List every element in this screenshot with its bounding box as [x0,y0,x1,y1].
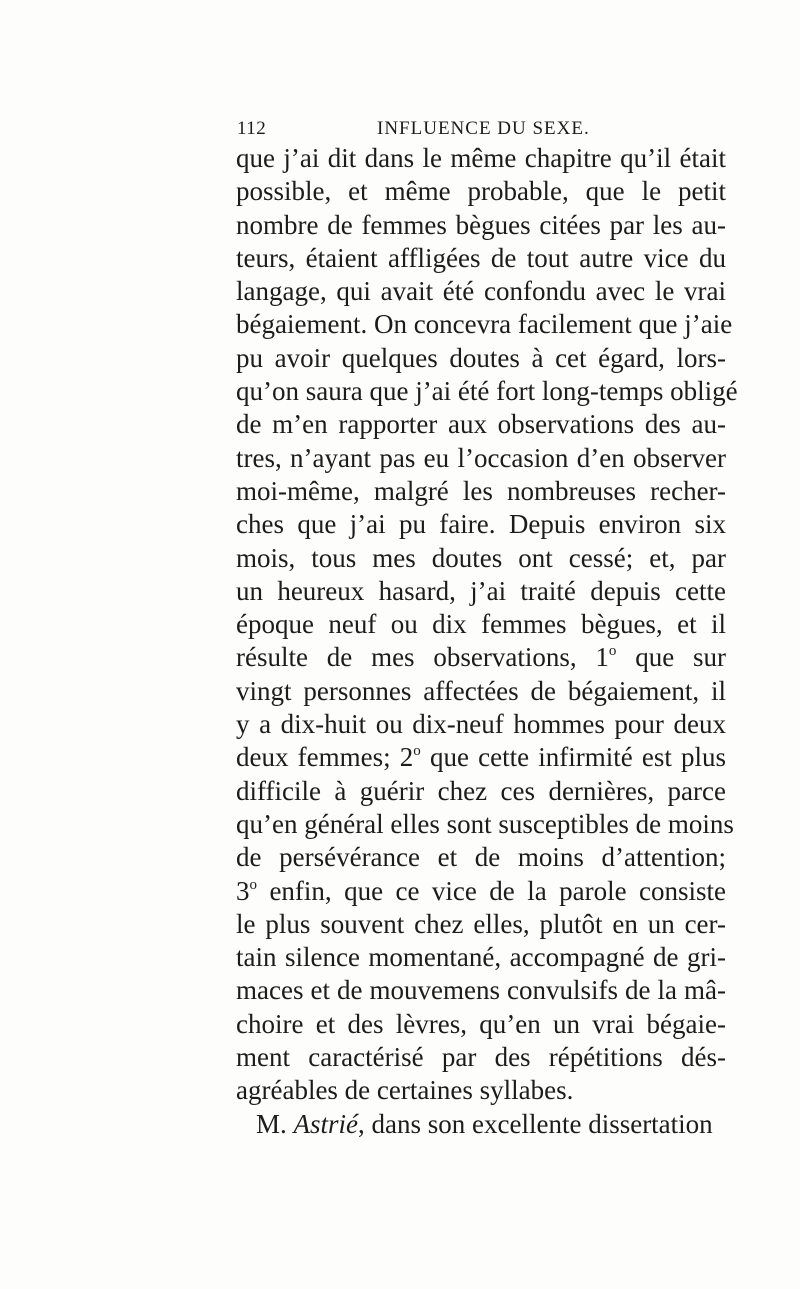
text-line: nombre de femmes bègues citées par les au- [236,209,726,240]
text-line: bégaiement. On concevra facilement que j’aie [236,309,733,340]
degree-mark: o [608,643,617,660]
text-line: mois, tous mes doutes ont cessé; et, par [236,542,726,573]
line-text: enfin, que ce vice de la parole consiste [269,875,727,906]
text-line: de persévérance et de moins d’attention; [236,842,726,873]
text-line: qu’en général elles sont susceptibles de moins [236,808,734,839]
line-text: deux femmes; [236,742,391,773]
text-line: ches que j’ai pu faire. Depuis environ six [236,509,726,540]
text-line: époque neuf ou dix femmes bègues, et il [236,609,726,640]
line-text: que sur [635,642,727,673]
text-line: maces et de mouvemens convulsifs de la mâ- [236,975,726,1006]
author-name: Astrié [293,1108,359,1139]
ordinal-numeral: 3 [236,875,250,906]
honorific: M. [256,1108,287,1139]
text-line: teurs, étaient affligées de tout autre vice du [236,242,726,273]
running-title: INFLUENCE DU SEXE. [377,118,590,139]
line-text: , dans son excellente dissertation [358,1108,713,1139]
degree-mark: o [413,743,421,760]
text-line: que j’ai dit dans le même chapitre qu’il était [236,143,726,173]
text-line: ment caractérisé par des répétitions dés- [236,1042,726,1073]
ordinal-numeral: 1 [595,642,609,673]
text-line: langage, qui avait été confondu avec le vrai [236,276,726,307]
line-text: que cette infirmité est plus [429,742,727,773]
text-line [236,741,726,774]
text-line [236,875,726,908]
text-line: vingt personnes affectées de bégaiement, il [236,675,726,706]
text-line: y a dix-huit ou dix-neuf hommes pour deux [236,709,726,740]
text-line: possible, et même probable, que le petit [236,176,726,207]
line-text: résulte de mes observations, [236,642,577,673]
text-line: pu avoir quelques doutes à cet égard, lors- [236,342,726,373]
text-line: de m’en rapporter aux observations des au- [236,409,726,440]
text-line: tain silence momentané, accompagné de gri- [236,942,726,973]
text-line: difficile à guérir chez ces dernières, parce [236,775,726,806]
text-line: agréables de certaines syllabes. [236,1075,574,1106]
text-line: choire et des lèvres, qu’en un vrai bégaie- [236,1008,726,1039]
ordinal-marker [400,742,421,772]
running-head [237,118,723,142]
ordinal-marker [595,642,616,672]
ordinal-marker [236,876,257,906]
text-line [236,641,726,674]
text-line: un heureux hasard, j’ai traité depuis cette [236,575,726,606]
degree-mark: o [249,876,257,893]
ordinal-numeral: 2 [399,742,414,773]
text-line [236,1108,726,1141]
text-line: moi-même, malgré les nombreuses recher- [236,475,726,506]
page-number: 112 [237,118,267,139]
text-line: qu’on saura que j’ai été fort long-temps obligé [236,376,738,407]
text-line: tres, n’ayant pas eu l’occasion d’en observer [236,442,726,473]
body-text [236,142,738,1141]
text-line: le plus souvent chez elles, plutôt en un cer- [236,908,726,939]
